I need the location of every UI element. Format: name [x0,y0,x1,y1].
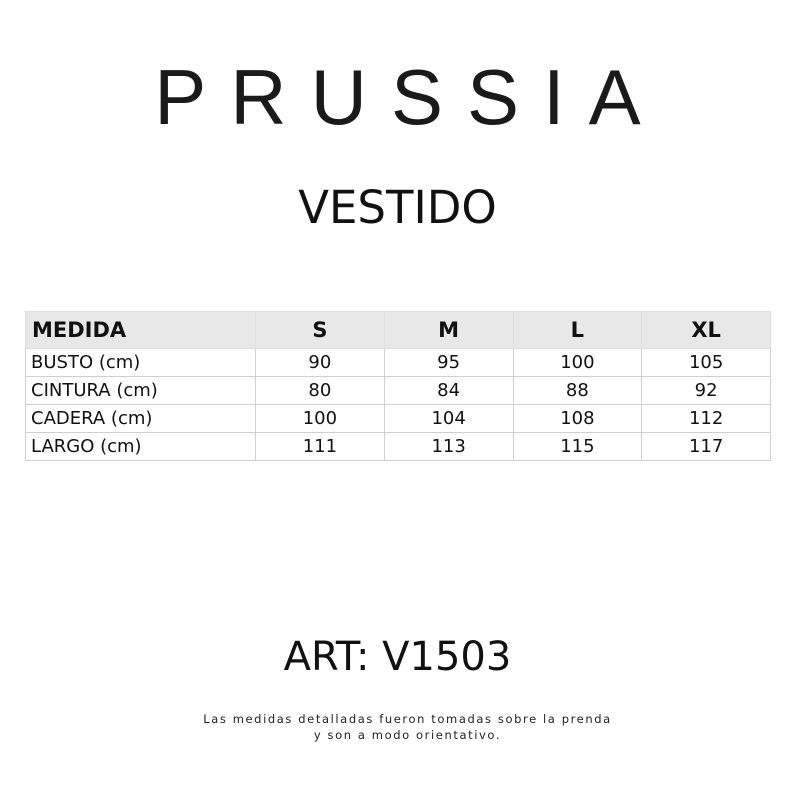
table-cell: 100 [513,349,642,377]
table-cell: 115 [513,433,642,461]
row-label: CADERA (cm) [26,405,256,433]
table-cell: 117 [642,433,771,461]
table-cell: 88 [513,377,642,405]
note-line-2: y son a modo orientativo. [313,728,502,742]
table-cell: 105 [642,349,771,377]
table-cell: 90 [256,349,385,377]
note-line-1: Las medidas detalladas fueron tomadas sobre la prenda [203,712,612,726]
brand-logo: PRUSSIA [154,53,665,141]
table-row [26,433,771,461]
table-cell: 100 [256,405,385,433]
measurement-note [0,711,795,743]
product-title: VESTIDO [298,181,497,234]
column-header-m: M [384,312,513,349]
row-label: LARGO (cm) [26,433,256,461]
row-label: BUSTO (cm) [26,349,256,377]
table-cell: 108 [513,405,642,433]
article-code: ART: V1503 [283,634,512,680]
table-cell: 84 [384,377,513,405]
column-header-s: S [256,312,385,349]
table-cell: 95 [384,349,513,377]
size-table [25,311,771,461]
table-cell: 113 [384,433,513,461]
table-row [26,377,771,405]
column-header-l: L [513,312,642,349]
column-header-measure: MEDIDA [26,312,256,349]
table-cell: 92 [642,377,771,405]
table-row [26,349,771,377]
table-cell: 112 [642,405,771,433]
row-label: CINTURA (cm) [26,377,256,405]
table-cell: 111 [256,433,385,461]
table-cell: 80 [256,377,385,405]
table-header-row [26,312,771,349]
table-cell: 104 [384,405,513,433]
column-header-xl: XL [642,312,771,349]
table-row [26,405,771,433]
